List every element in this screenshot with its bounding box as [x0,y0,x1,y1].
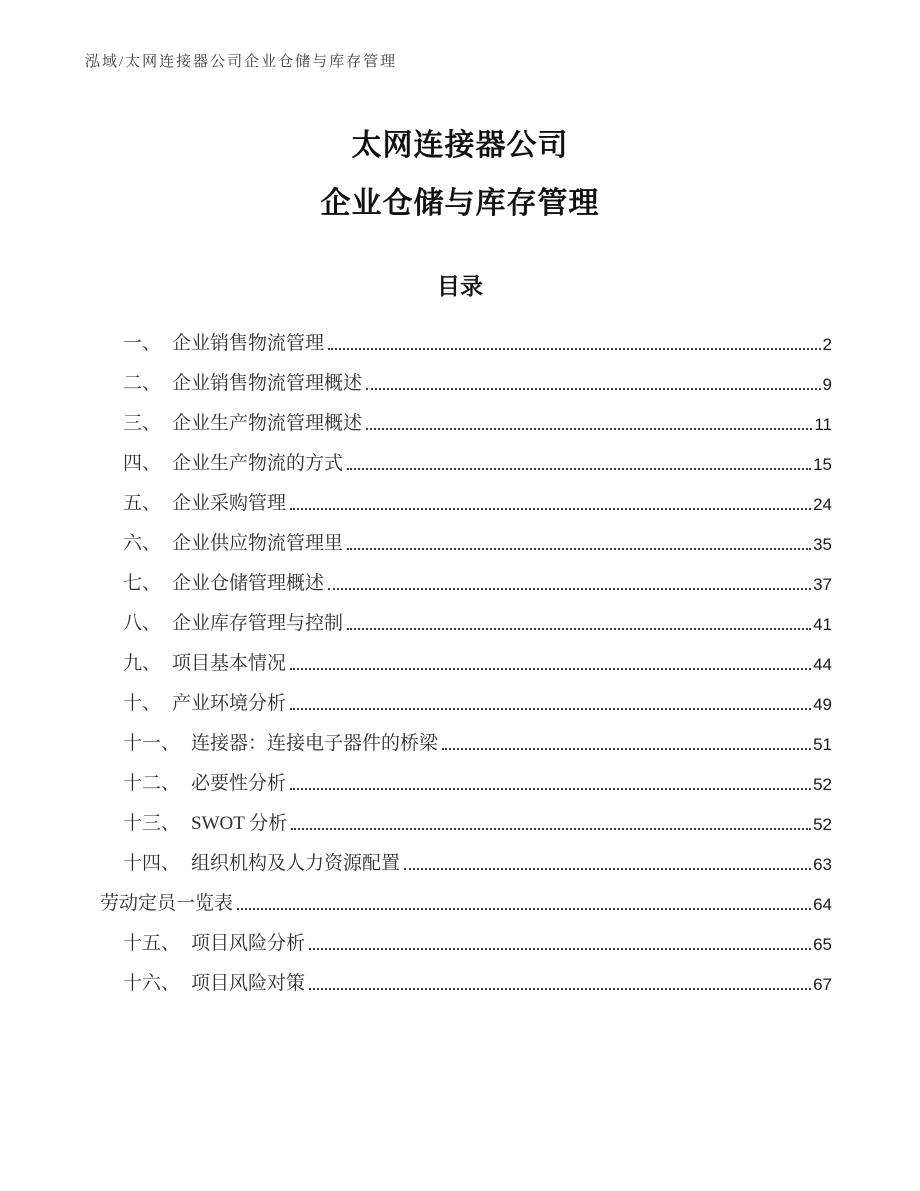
toc-item-title: 劳动定员一览表 [100,893,234,914]
toc-row[interactable] [100,442,832,482]
toc-item-number: 九、 [123,653,162,674]
toc-row[interactable] [100,482,832,522]
dot-leader [347,468,811,470]
toc-row[interactable] [100,562,832,602]
toc-item-number: 四、 [123,453,162,474]
doc-title-line1: 太网连接器公司 [351,129,569,162]
toc-row[interactable] [100,882,832,922]
toc-item-title: 企业销售物流管理概述 [172,373,363,394]
toc-item-title: 企业销售物流管理 [172,333,325,354]
toc-row[interactable] [100,802,832,842]
dot-leader [290,788,811,790]
dot-leader [328,588,811,590]
table-of-contents [100,322,832,1002]
toc-page-number: 67 [813,975,832,994]
toc-item-number: 五、 [123,493,162,514]
toc-heading: 目录 [437,273,483,299]
toc-page-number: 11 [814,415,832,434]
dot-leader [290,668,811,670]
toc-item-title: 项目风险对策 [191,973,306,994]
toc-page-number: 41 [813,615,832,634]
toc-row[interactable] [100,682,832,722]
toc-item-title: 企业生产物流管理概述 [172,413,363,434]
toc-page-number: 15 [813,455,832,474]
toc-row[interactable] [100,762,832,802]
dot-leader [237,908,811,910]
toc-item-title: 企业生产物流的方式 [172,453,344,474]
dot-leader [309,948,811,950]
document-header: 泓域/太网连接器公司企业仓储与库存管理 [85,54,398,70]
toc-item-title: 企业仓储管理概述 [172,573,325,594]
toc-page-number: 63 [813,855,832,874]
toc-page-number: 2 [822,335,832,354]
dot-leader [404,868,811,870]
toc-item-number: 十六、 [123,973,181,994]
toc-item-title: SWOT 分析 [191,813,288,834]
dot-leader [347,548,811,550]
toc-row[interactable] [100,922,832,962]
toc-page-number: 35 [813,535,832,554]
toc-row[interactable] [100,602,832,642]
dot-leader [366,388,821,390]
dot-leader [309,988,811,990]
toc-item-number: 十四、 [123,853,181,874]
toc-item-number: 八、 [123,613,162,634]
toc-item-number: 一、 [123,333,162,354]
toc-row[interactable] [100,322,832,362]
toc-item-title: 必要性分析 [191,773,287,794]
dot-leader [290,708,811,710]
dot-leader [347,628,811,630]
toc-row[interactable] [100,362,832,402]
toc-page-number: 64 [813,895,832,914]
dot-leader [290,508,811,510]
toc-item-title: 组织机构及人力资源配置 [191,853,401,874]
toc-item-number: 二、 [123,373,162,394]
toc-page-number: 52 [813,815,832,834]
toc-item-title: 项目基本情况 [172,653,287,674]
toc-item-number: 六、 [123,533,162,554]
toc-page-number: 9 [822,375,832,394]
toc-item-title: 连接器：连接电子器件的桥梁 [191,733,439,754]
toc-row[interactable] [100,722,832,762]
toc-item-title: 项目风险分析 [191,933,306,954]
toc-page-number: 65 [813,935,832,954]
toc-row[interactable] [100,842,832,882]
toc-page-number: 37 [813,575,832,594]
toc-item-title: 企业采购管理 [172,493,287,514]
toc-row[interactable] [100,522,832,562]
toc-item-number: 十二、 [123,773,181,794]
dot-leader [366,428,812,430]
toc-page-number: 49 [813,695,832,714]
toc-item-number: 三、 [123,413,162,434]
dot-leader [291,828,811,830]
toc-item-number: 十五、 [123,933,181,954]
toc-page-number: 51 [813,735,832,754]
toc-item-number: 十三、 [123,813,181,834]
toc-page-number: 44 [813,655,832,674]
toc-item-number: 十一、 [123,733,181,754]
toc-page-number: 52 [813,775,832,794]
dot-leader [442,748,811,750]
toc-item-title: 企业库存管理与控制 [172,613,344,634]
toc-item-number: 十、 [123,693,162,714]
toc-item-title: 产业环境分析 [172,693,287,714]
toc-row[interactable] [100,962,832,1002]
toc-item-number: 七、 [123,573,162,594]
dot-leader [328,348,821,350]
toc-row[interactable] [100,402,832,442]
toc-item-title: 企业供应物流管理里 [172,533,344,554]
toc-row[interactable] [100,642,832,682]
toc-page-number: 24 [813,495,832,514]
doc-title-line2: 企业仓储与库存管理 [320,187,600,220]
